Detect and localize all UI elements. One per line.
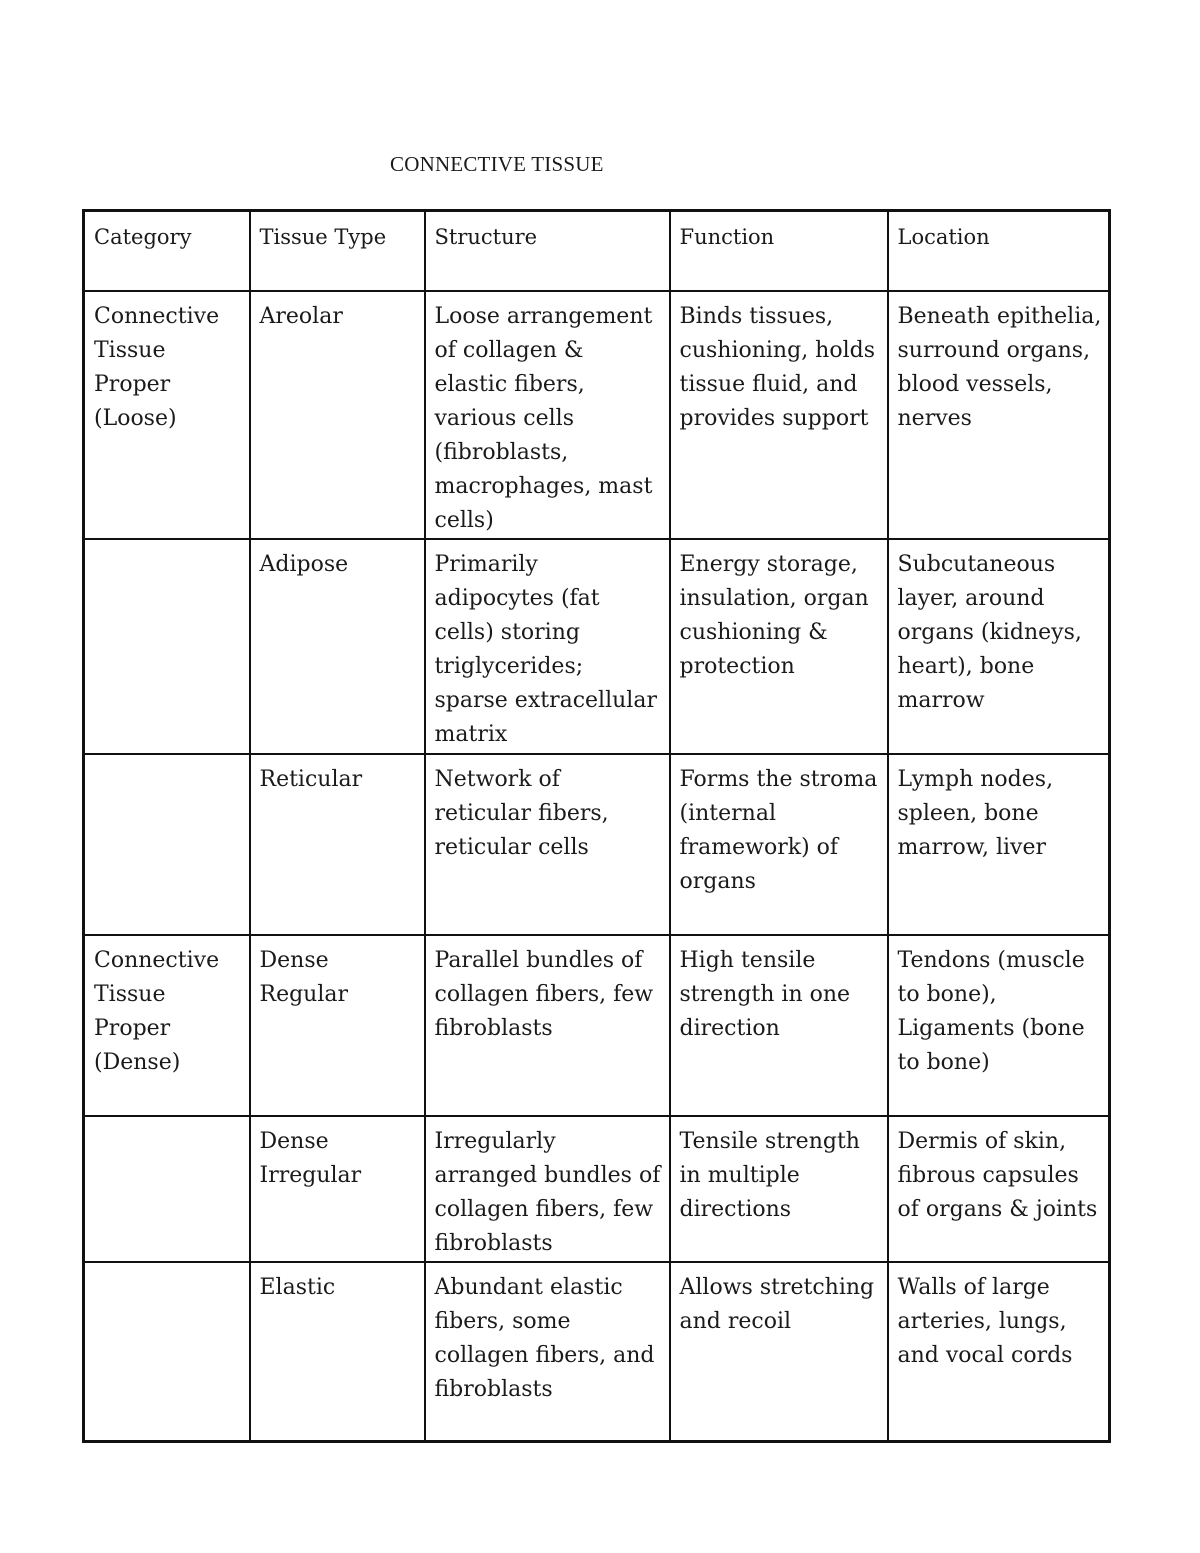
function-cell: Forms the stroma (internal framework) of organs bbox=[670, 754, 888, 935]
tissue-type-cell: Elastic bbox=[250, 1262, 425, 1442]
column-header-tissue-type: Tissue Type bbox=[250, 211, 425, 291]
structure-cell: Loose arrangement of collagen & elastic fibers, various cells (fibroblasts, macrophages, mast cells) bbox=[425, 291, 670, 539]
structure-cell: Abundant elastic fibers, some collagen fibers, and fibroblasts bbox=[425, 1262, 670, 1442]
function-cell: High tensile strength in one direction bbox=[670, 935, 888, 1116]
tissue-type-cell: Adipose bbox=[250, 539, 425, 754]
table-row bbox=[84, 935, 1110, 1116]
column-header-location: Location bbox=[888, 211, 1110, 291]
category-cell bbox=[84, 754, 250, 935]
location-cell: Walls of large arteries, lungs, and vocal cords bbox=[888, 1262, 1110, 1442]
tissue-type-cell: Areolar bbox=[250, 291, 425, 539]
connective-tissue-table bbox=[82, 209, 1111, 1443]
category-cell bbox=[84, 1116, 250, 1262]
structure-cell: Primarily adipocytes (fat cells) storing triglycerides; sparse extracellular matrix bbox=[425, 539, 670, 754]
category-cell bbox=[84, 539, 250, 754]
location-cell: Beneath epithelia, surround organs, blood vessels, nerves bbox=[888, 291, 1110, 539]
function-cell: Tensile strength in multiple directions bbox=[670, 1116, 888, 1262]
location-cell: Dermis of skin, fibrous capsules of organs & joints bbox=[888, 1116, 1110, 1262]
structure-cell: Network of reticular fibers, reticular cells bbox=[425, 754, 670, 935]
tissue-type-cell: Reticular bbox=[250, 754, 425, 935]
structure-cell: Parallel bundles of collagen fibers, few fibroblasts bbox=[425, 935, 670, 1116]
tissue-type-cell: Dense Regular bbox=[250, 935, 425, 1116]
column-header-structure: Structure bbox=[425, 211, 670, 291]
tissue-type-cell: Dense Irregular bbox=[250, 1116, 425, 1262]
function-cell: Allows stretching and recoil bbox=[670, 1262, 888, 1442]
structure-cell: Irregularly arranged bundles of collagen fibers, few fibroblasts bbox=[425, 1116, 670, 1262]
table-row bbox=[84, 754, 1110, 935]
category-cell: Connective Tissue Proper (Dense) bbox=[84, 935, 250, 1116]
table-row bbox=[84, 1262, 1110, 1442]
table-header-row bbox=[84, 211, 1110, 291]
location-cell: Tendons (muscle to bone), Ligaments (bone to bone) bbox=[888, 935, 1110, 1116]
location-cell: Subcutaneous layer, around organs (kidneys, heart), bone marrow bbox=[888, 539, 1110, 754]
table-row bbox=[84, 539, 1110, 754]
column-header-category: Category bbox=[84, 211, 250, 291]
function-cell: Energy storage, insulation, organ cushioning & protection bbox=[670, 539, 888, 754]
function-cell: Binds tissues, cushioning, holds tissue fluid, and provides support bbox=[670, 291, 888, 539]
table-row bbox=[84, 1116, 1110, 1262]
category-cell bbox=[84, 1262, 250, 1442]
location-cell: Lymph nodes, spleen, bone marrow, liver bbox=[888, 754, 1110, 935]
table-row bbox=[84, 291, 1110, 539]
page-title: CONNECTIVE TISSUE bbox=[390, 152, 604, 176]
category-cell: Connective Tissue Proper (Loose) bbox=[84, 291, 250, 539]
column-header-function: Function bbox=[670, 211, 888, 291]
